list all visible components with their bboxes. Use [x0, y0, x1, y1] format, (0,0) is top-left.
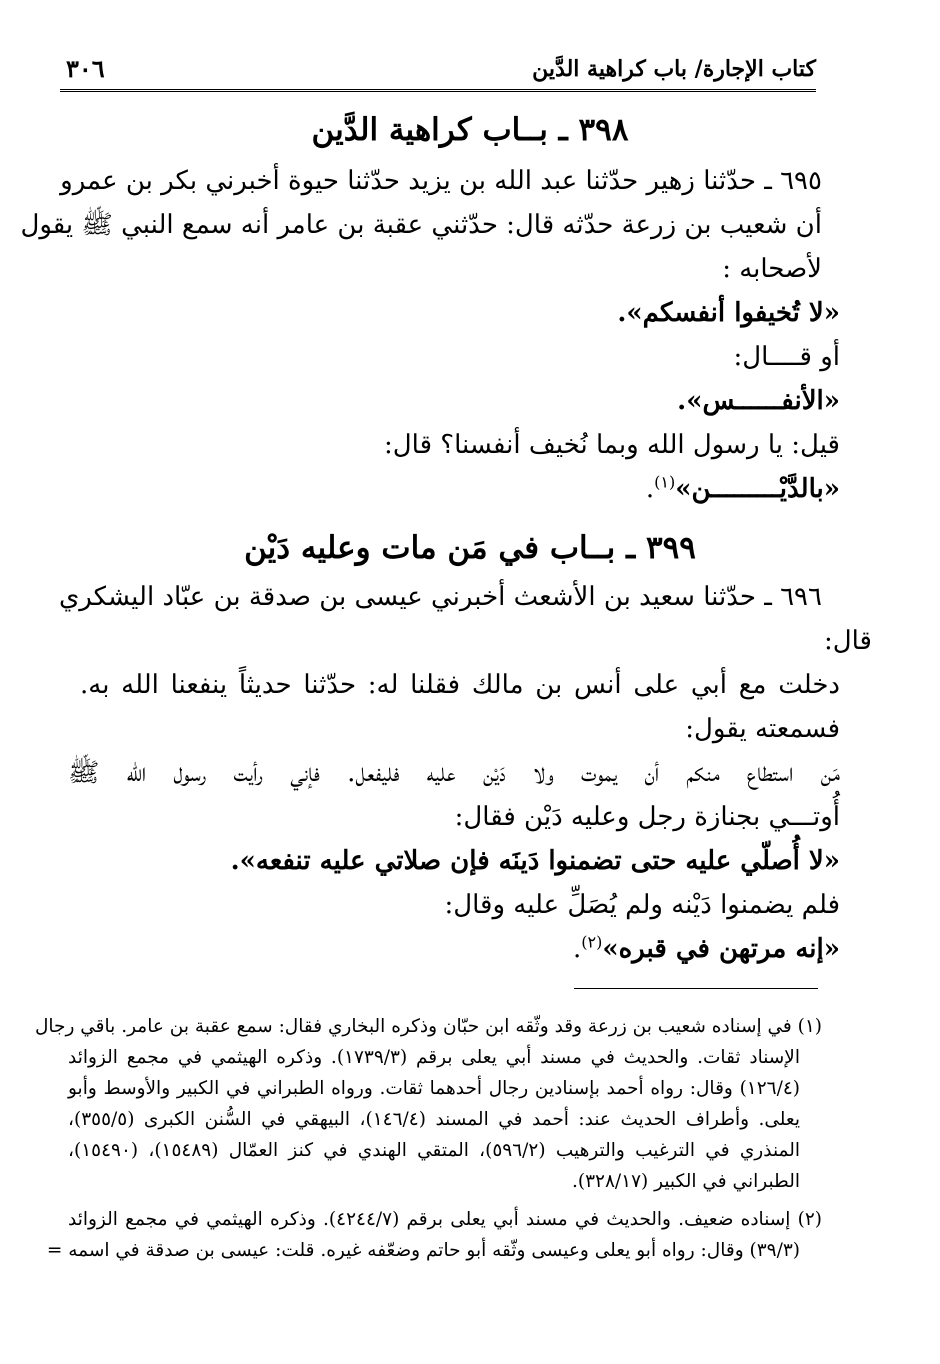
- hadith-696-line-2: قال:: [823, 626, 872, 656]
- running-header: [60, 52, 816, 92]
- hadith-695-line-3: لأصحابه :: [722, 254, 822, 284]
- footnote-1-line-6: الطبراني في الكبير (٣٢٨/١٧).: [572, 1171, 800, 1192]
- hadith-696-line-1: ٦٩٦ ـ حدّثنا سعيد بن الأشعث أخبرني عيسى بن صدقة بن عبّاد اليشكري: [58, 582, 822, 612]
- hadith-695-answer-line: [646, 472, 840, 506]
- hadith-696-line-4: فسمعته يقول:: [685, 714, 840, 744]
- chapter-heading-399: ٣٩٩ ـ بــاب في مَن مات وعليه دَيْن: [244, 530, 696, 566]
- hadith-695-quote-2: «الأنفــــــس».: [677, 386, 840, 416]
- footnote-2-line-2: (٣٩/٣) وقال: رواه أبو يعلى وعيسى وثّقه أبو حاتم وضعّفه غيره. قلت: عيسى بن صدقة في اسمه =: [46, 1240, 800, 1261]
- chapter-heading-398: ٣٩٨ ـ بــاب كراهية الدَّين: [311, 112, 629, 148]
- header-title: كتاب الإجارة/ باب كراهية الدَّين: [532, 56, 816, 82]
- hadith-696-quote-2: «إنه مرتهن في قبره»: [602, 934, 840, 964]
- hadith-695-quote-3: «بالدَّيْـــــــــن»: [675, 474, 840, 504]
- hadith-695-quote-1: «لا تُخيفوا أنفسكم».: [617, 298, 840, 328]
- hadith-696-quote-1: «لا أُصلّي عليه حتى تضمنوا دَينَه فإن صلاتي عليه تنفعه».: [230, 846, 840, 876]
- sentence-end: .: [572, 934, 582, 964]
- footnote-1-line-4: يعلى. وأطراف الحديث عند: أحمد في المسند (١٤٦/٤)، البيهقي في السُّنن الكبرى (٣٥٥/٥)،: [68, 1109, 800, 1130]
- hadith-696-line-6: أُوتـــي بجنازة رجل وعليه دَيْن فقال:: [454, 802, 840, 832]
- footnote-ref-2: (٢): [581, 932, 603, 952]
- hadith-695-line-2: أن شعيب بن زرعة حدّثه قال: حدّثني عقبة بن عامر أنه سمع النبي ﷺ يقول: [20, 210, 822, 240]
- hadith-696-line-3: دخلت مع أبي على أنس بن مالك فقلنا له: حدّثنا حديثاً ينفعنا الله به.: [80, 670, 840, 700]
- hadith-695-line-1: ٦٩٥ ـ حدّثنا زهير حدّثنا عبد الله بن يزيد حدّثنا حيوة أخبرني بكر بن عمرو: [60, 166, 822, 196]
- footnote-1-line-5: المنذري في الترغيب والترهيب (٥٩٦/٢)، المتقي الهندي في كنز العمّال (١٥٤٨٩)، (١٥٤٩٠)،: [68, 1140, 800, 1161]
- hadith-696-line-8: فلم يضمنوا دَيْنه ولم يُصَلِّ عليه وقال:: [444, 890, 840, 920]
- footnote-2-line-1: (٢) إسناده ضعيف. والحديث في مسند أبي يعلى برقم (٤٢٤٤/٧). وذكره الهيثمي في مجمع الزوائد: [68, 1209, 822, 1230]
- footnote-ref-1: (١): [654, 472, 676, 492]
- hadith-695-narrator-note: أو قــــال:: [733, 342, 840, 372]
- footnote-1-line-1: (١) في إسناده شعيب بن زرعة وقد وثّقه ابن حبّان وذكره البخاري فقال: سمع عقبة بن عامر. باقي رجال: [34, 1016, 822, 1037]
- hadith-696-line-5: مَن استطاع منكم أن يموت ولا دَيْن عليه فليفعل. فإني رأيت رسول الله ﷺ: [68, 758, 840, 788]
- footnote-1-line-3: (١٢٦/٤) وقال: رواه أحمد بإسنادين رجال أحدهما ثقات. ورواه الطبراني في الكبير والأوسط وأبو: [68, 1078, 800, 1099]
- footnote-1-line-2: الإسناد ثقات. والحديث في مسند أبي يعلى برقم (١٧٣٩/٣). وذكره الهيثمي في مجمع الزوائد: [68, 1047, 800, 1068]
- sentence-end: .: [645, 474, 655, 504]
- hadith-695-question: قيل: يا رسول الله وبما نُخيف أنفسنا؟ قال:: [384, 430, 840, 460]
- hadith-696-quote-line: [573, 932, 840, 966]
- page-number: ٣٠٦: [66, 54, 105, 83]
- header-rule: [60, 89, 816, 92]
- footnote-separator: [574, 988, 818, 989]
